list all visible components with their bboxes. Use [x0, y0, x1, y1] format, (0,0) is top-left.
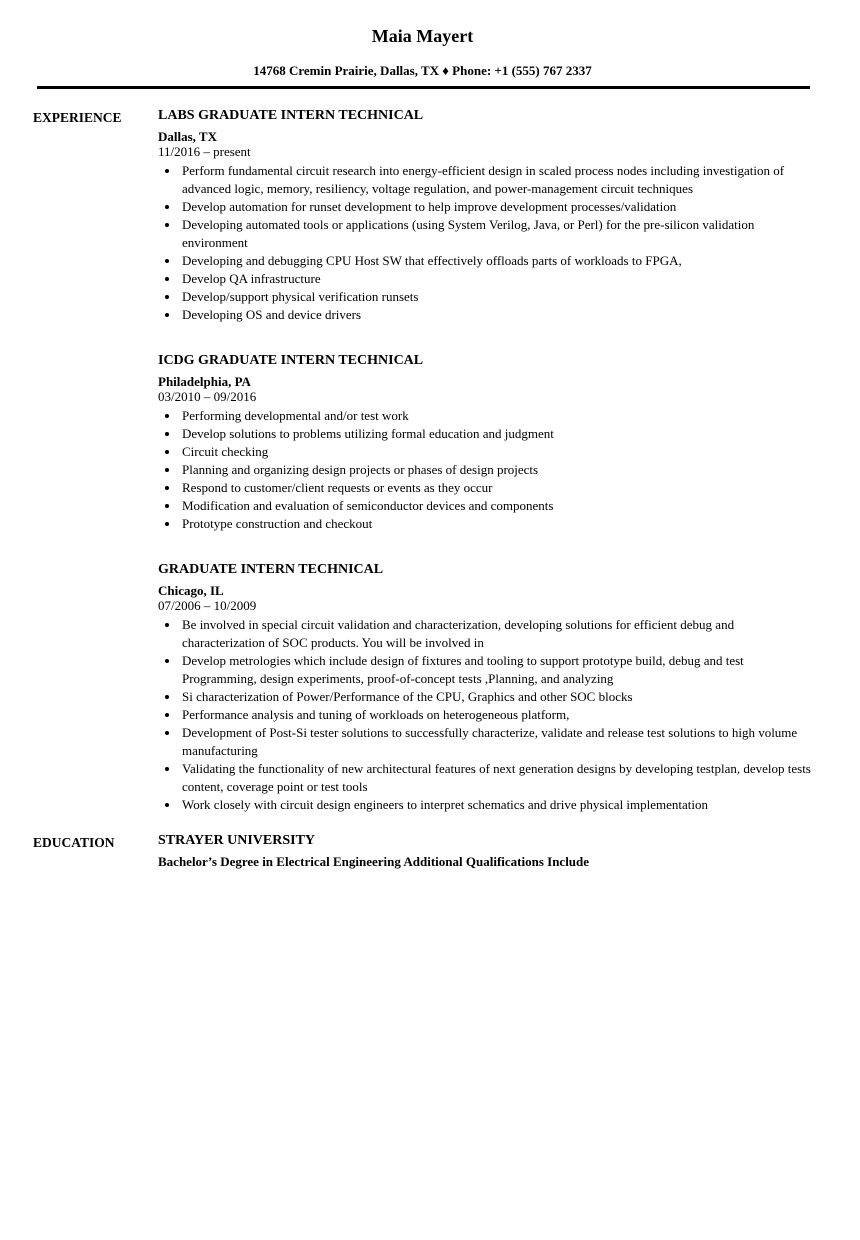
job-location: Dallas, TX — [158, 129, 217, 144]
section-label-education: EDUCATION — [33, 835, 115, 850]
bullet-item: • Work closely with circuit design engineers to interpret schematics and drive physical implementation — [180, 796, 812, 814]
bullet-item: • Perform fundamental circuit research into energy-efficient design in scaled process nodes including investigation of advanced logic, memory, resiliency, voltage regulation, and power-management circuit techniques — [180, 162, 812, 198]
job-location: Chicago, IL — [158, 583, 224, 598]
bullet-item: • Performance analysis and tuning of workloads on heterogeneous platform, — [180, 706, 812, 724]
job-dates: 11/2016 – present — [158, 144, 251, 159]
education-content — [158, 833, 812, 869]
job-title: GRADUATE INTERN TECHNICAL — [158, 562, 384, 577]
candidate-name: Maia Mayert — [371, 26, 474, 46]
bullet-item: • Si characterization of Power/Performance of the CPU, Graphics and other SOC blocks — [180, 688, 812, 706]
bullet-item: • Circuit checking — [180, 443, 812, 461]
bullet-item: • Respond to customer/client requests or events as they occur — [180, 479, 812, 497]
bullet-item: • Development of Post-Si tester solutions to successfully characterize, validate and release test solutions to high volume manufacturing — [180, 724, 812, 760]
bullet-item: • Planning and organizing design projects or phases of design projects — [180, 461, 812, 479]
bullet-item: • Develop metrologies which include design of fixtures and tooling to support prototype build, debug and test Programming, design experiments, proof-of-concept tests ,Planning, and analyzing — [180, 652, 812, 688]
bullet-item: • Developing automated tools or applications (using System Verilog, Java, or Perl) for the pre-silicon validation environment — [180, 216, 812, 252]
bullet-item: • Develop solutions to problems utilizing formal education and judgment — [180, 425, 812, 443]
bullet-item: • Develop/support physical verification runsets — [180, 288, 812, 306]
section-experience — [33, 108, 812, 814]
job-entry — [158, 353, 812, 533]
job-bullets — [158, 407, 812, 533]
contact-line: 14768 Cremin Prairie, Dallas, TX ♦ Phone: +1 (555) 767 2337 — [253, 63, 592, 78]
bullet-item: • Develop QA infrastructure — [180, 270, 812, 288]
job-bullets — [158, 162, 812, 324]
bullet-item: • Be involved in special circuit validation and characterization, developing solutions for efficient debug and characterization of SOC products. You will be involved in — [180, 616, 812, 652]
job-entry — [158, 562, 812, 814]
section-education — [33, 833, 812, 869]
job-dates: 03/2010 – 09/2016 — [158, 389, 257, 404]
experience-content — [158, 108, 812, 814]
bullet-item: • Develop automation for runset development to help improve development processes/validation — [180, 198, 812, 216]
school-name: STRAYER UNIVERSITY — [158, 833, 316, 848]
bullet-item: • Modification and evaluation of semiconductor devices and components — [180, 497, 812, 515]
job-title: ICDG GRADUATE INTERN TECHNICAL — [158, 353, 424, 368]
bullet-item: • Developing OS and device drivers — [180, 306, 812, 324]
bullet-item: • Performing developmental and/or test work — [180, 407, 812, 425]
job-dates: 07/2006 – 10/2009 — [158, 598, 257, 613]
bullet-item: • Validating the functionality of new architectural features of next generation designs by developing testplan, develop tests content, coverage point or test tools — [180, 760, 812, 796]
resume-header — [33, 26, 812, 89]
job-entry — [158, 108, 812, 324]
bullet-item: • Developing and debugging CPU Host SW that effectively offloads parts of workloads to FPGA, — [180, 252, 812, 270]
job-location: Philadelphia, PA — [158, 374, 251, 389]
job-title: LABS GRADUATE INTERN TECHNICAL — [158, 108, 424, 123]
job-bullets — [158, 616, 812, 814]
header-divider — [37, 86, 810, 89]
degree-line: Bachelor’s Degree in Electrical Engineering Additional Qualifications Include — [158, 854, 590, 869]
bullet-item: • Prototype construction and checkout — [180, 515, 812, 533]
section-label-experience: EXPERIENCE — [33, 110, 122, 125]
